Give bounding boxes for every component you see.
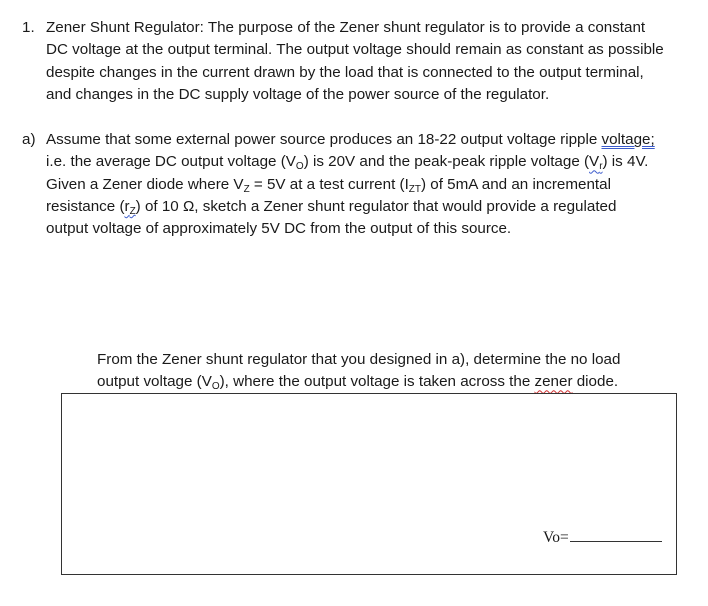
part-a-line-2-b: ) is 20V and the peak-peak ripple voltage ( <box>303 153 590 171</box>
question-1-line-2: DC voltage at the output terminal. The output voltage should remain as constant as possible <box>46 41 664 59</box>
followup-line-2-c: diode. <box>572 373 619 391</box>
spelling-flag-vr <box>589 153 603 173</box>
question-1-line-4: and changes in the DC supply voltage of the power source of the regulator. <box>46 85 550 103</box>
vo-label: Vo= <box>543 529 569 546</box>
question-1-line-1: Zener Shunt Regulator: The purpose of the Zener shunt regulator is to provide a constant <box>46 19 646 36</box>
spelling-flag-zener: zener <box>534 373 573 391</box>
part-a-line-3-a: Given a Zener diode where V <box>46 175 244 193</box>
question-1-text <box>46 17 702 106</box>
part-a-line-4-b: ) of 10 Ω, sketch a Zener shunt regulator that would provide a regulated <box>135 197 617 215</box>
part-a-line-4 <box>46 196 702 218</box>
followup-question <box>97 349 697 394</box>
grammar-flag-voltage: voltage; <box>601 131 655 148</box>
part-a-line-3-c: ) of 5mA and an incremental <box>421 175 611 193</box>
rz-r: r <box>124 197 130 215</box>
vo-blank-line[interactable] <box>570 527 662 542</box>
subscript-z-rz: Z <box>129 205 136 217</box>
subscript-z: Z <box>243 183 250 195</box>
followup-line-2-b: ), where the output voltage is taken across the <box>219 373 535 391</box>
subscript-r: r <box>599 161 603 173</box>
vr-v: V <box>589 153 600 171</box>
subscript-o: O <box>295 161 304 173</box>
part-a-line-1 <box>46 129 702 151</box>
part-a-line-5: output voltage of approximately 5V DC from the output of this source. <box>46 220 512 238</box>
part-a-text <box>46 129 702 240</box>
followup-line-1: From the Zener shunt regulator that you designed in a), determine the no load <box>97 351 621 368</box>
spelling-flag-rz <box>125 198 136 215</box>
part-a-label: a) <box>22 131 36 148</box>
subscript-o-followup: O <box>211 381 220 393</box>
part-a-line-1-text: Assume that some external power source produces an 18-22 output voltage ripple <box>46 131 602 148</box>
subscript-zt: ZT <box>408 183 422 195</box>
question-1-number: 1. <box>22 19 35 36</box>
part-a-line-4-a: resistance ( <box>46 197 125 215</box>
followup-line-2-a: output voltage (V <box>97 373 212 391</box>
part-a-line-3 <box>46 174 702 196</box>
part-a-line-2-a: i.e. the average DC output voltage (V <box>46 153 296 171</box>
question-1-line-3: despite changes in the current drawn by the load that is connected to the output terminal, <box>46 63 644 81</box>
part-a-line-2 <box>46 151 702 173</box>
part-a-line-2-c: ) is 4V. <box>602 153 649 171</box>
followup-line-2 <box>97 371 697 393</box>
vo-answer-field[interactable] <box>543 527 662 549</box>
part-a-line-3-b: = 5V at a test current (I <box>249 175 409 193</box>
